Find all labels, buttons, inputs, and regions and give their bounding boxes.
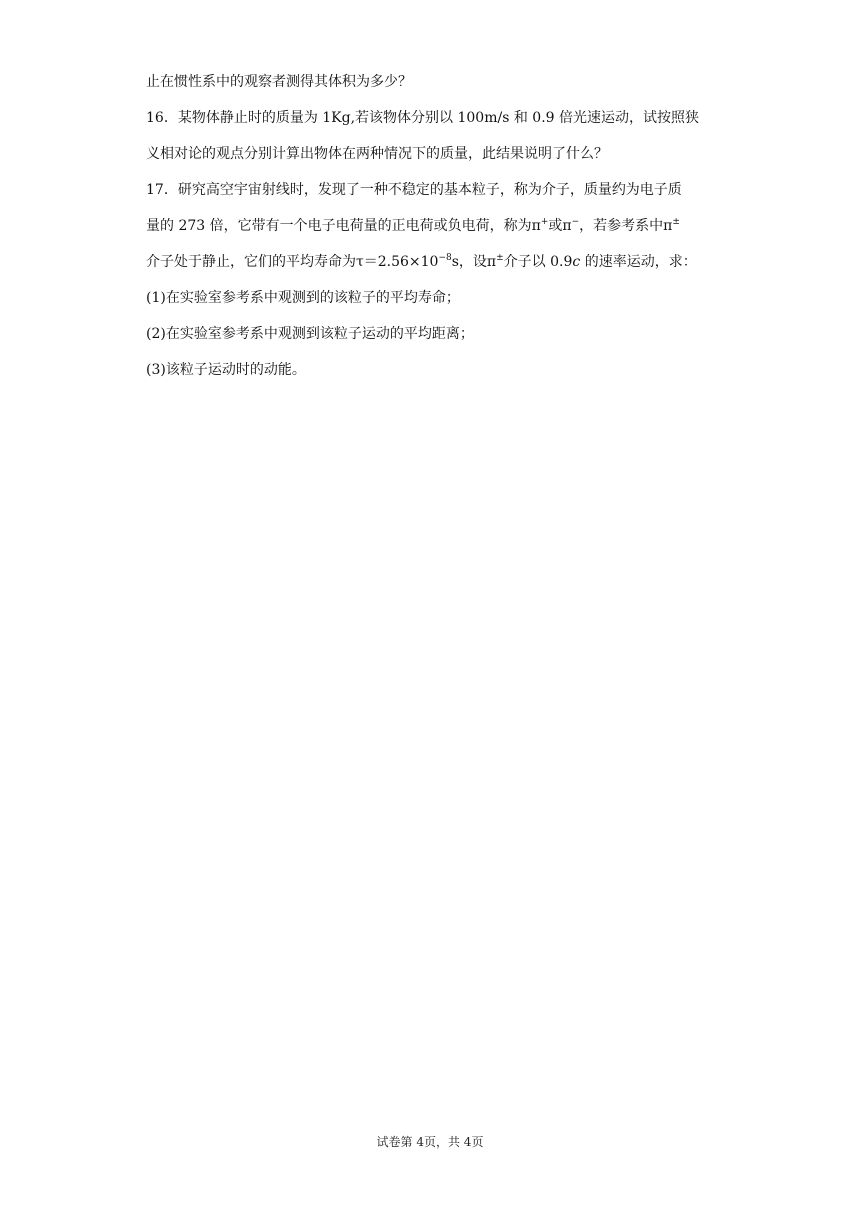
q17-line-3-text-a: 介子处于静止，它们的平均寿命为τ＝2.56×10 — [146, 254, 439, 270]
q17-line-1: 17．研究高空宇宙射线时，发现了一种不稳定的基本粒子，称为介子，质量约为电子质 — [146, 182, 682, 198]
q15-continuation: 止在惯性系中的观察者测得其体积为多少？ — [146, 74, 412, 90]
q17-sub-3: (3)该粒子运动时的动能。 — [146, 362, 306, 378]
q17-line-3-text-c: 介子以 0.9 — [503, 254, 573, 270]
q17-sub-2: (2)在实验室参考系中观测到该粒子运动的平均距离； — [146, 326, 474, 342]
exponent-superscript: −8 — [438, 253, 452, 263]
q16-line-2: 义相对论的观点分别计算出物体在两种情况下的质量，此结果说明了什么？ — [146, 146, 608, 162]
pi-plusminus-superscript: ± — [672, 217, 680, 227]
q17-line-2-text-b: 或π — [548, 218, 572, 234]
q16-line-1: 16．某物体静止时的质量为 1Kg,若该物体分别以 100m/s 和 0.9 倍光速运动，试按照狭 — [146, 110, 700, 126]
q17-line-3-text-b: s，设π — [451, 254, 497, 270]
q17-line-2 — [146, 208, 716, 244]
pi-plusminus-superscript-2: ± — [496, 253, 504, 263]
q17-line-2-text-a: 量的 273 倍，它带有一个电子电荷量的正电荷或负电荷，称为π — [146, 218, 541, 234]
page-content — [146, 64, 716, 388]
q17-line-3-text-d: 的速率运动，求： — [580, 254, 697, 270]
speed-of-light-symbol: c — [572, 254, 581, 270]
q17-sub-1: (1)在实验室参考系中观测到的该粒子的平均寿命； — [146, 290, 460, 306]
q17-line-2-text-c: ，若参考系中π — [579, 218, 673, 234]
q17-line-3 — [146, 244, 716, 280]
pi-minus-superscript: − — [571, 217, 580, 227]
page-footer: 试卷第 4页，共 4页 — [376, 1135, 484, 1149]
pi-plus-superscript: + — [540, 217, 549, 227]
